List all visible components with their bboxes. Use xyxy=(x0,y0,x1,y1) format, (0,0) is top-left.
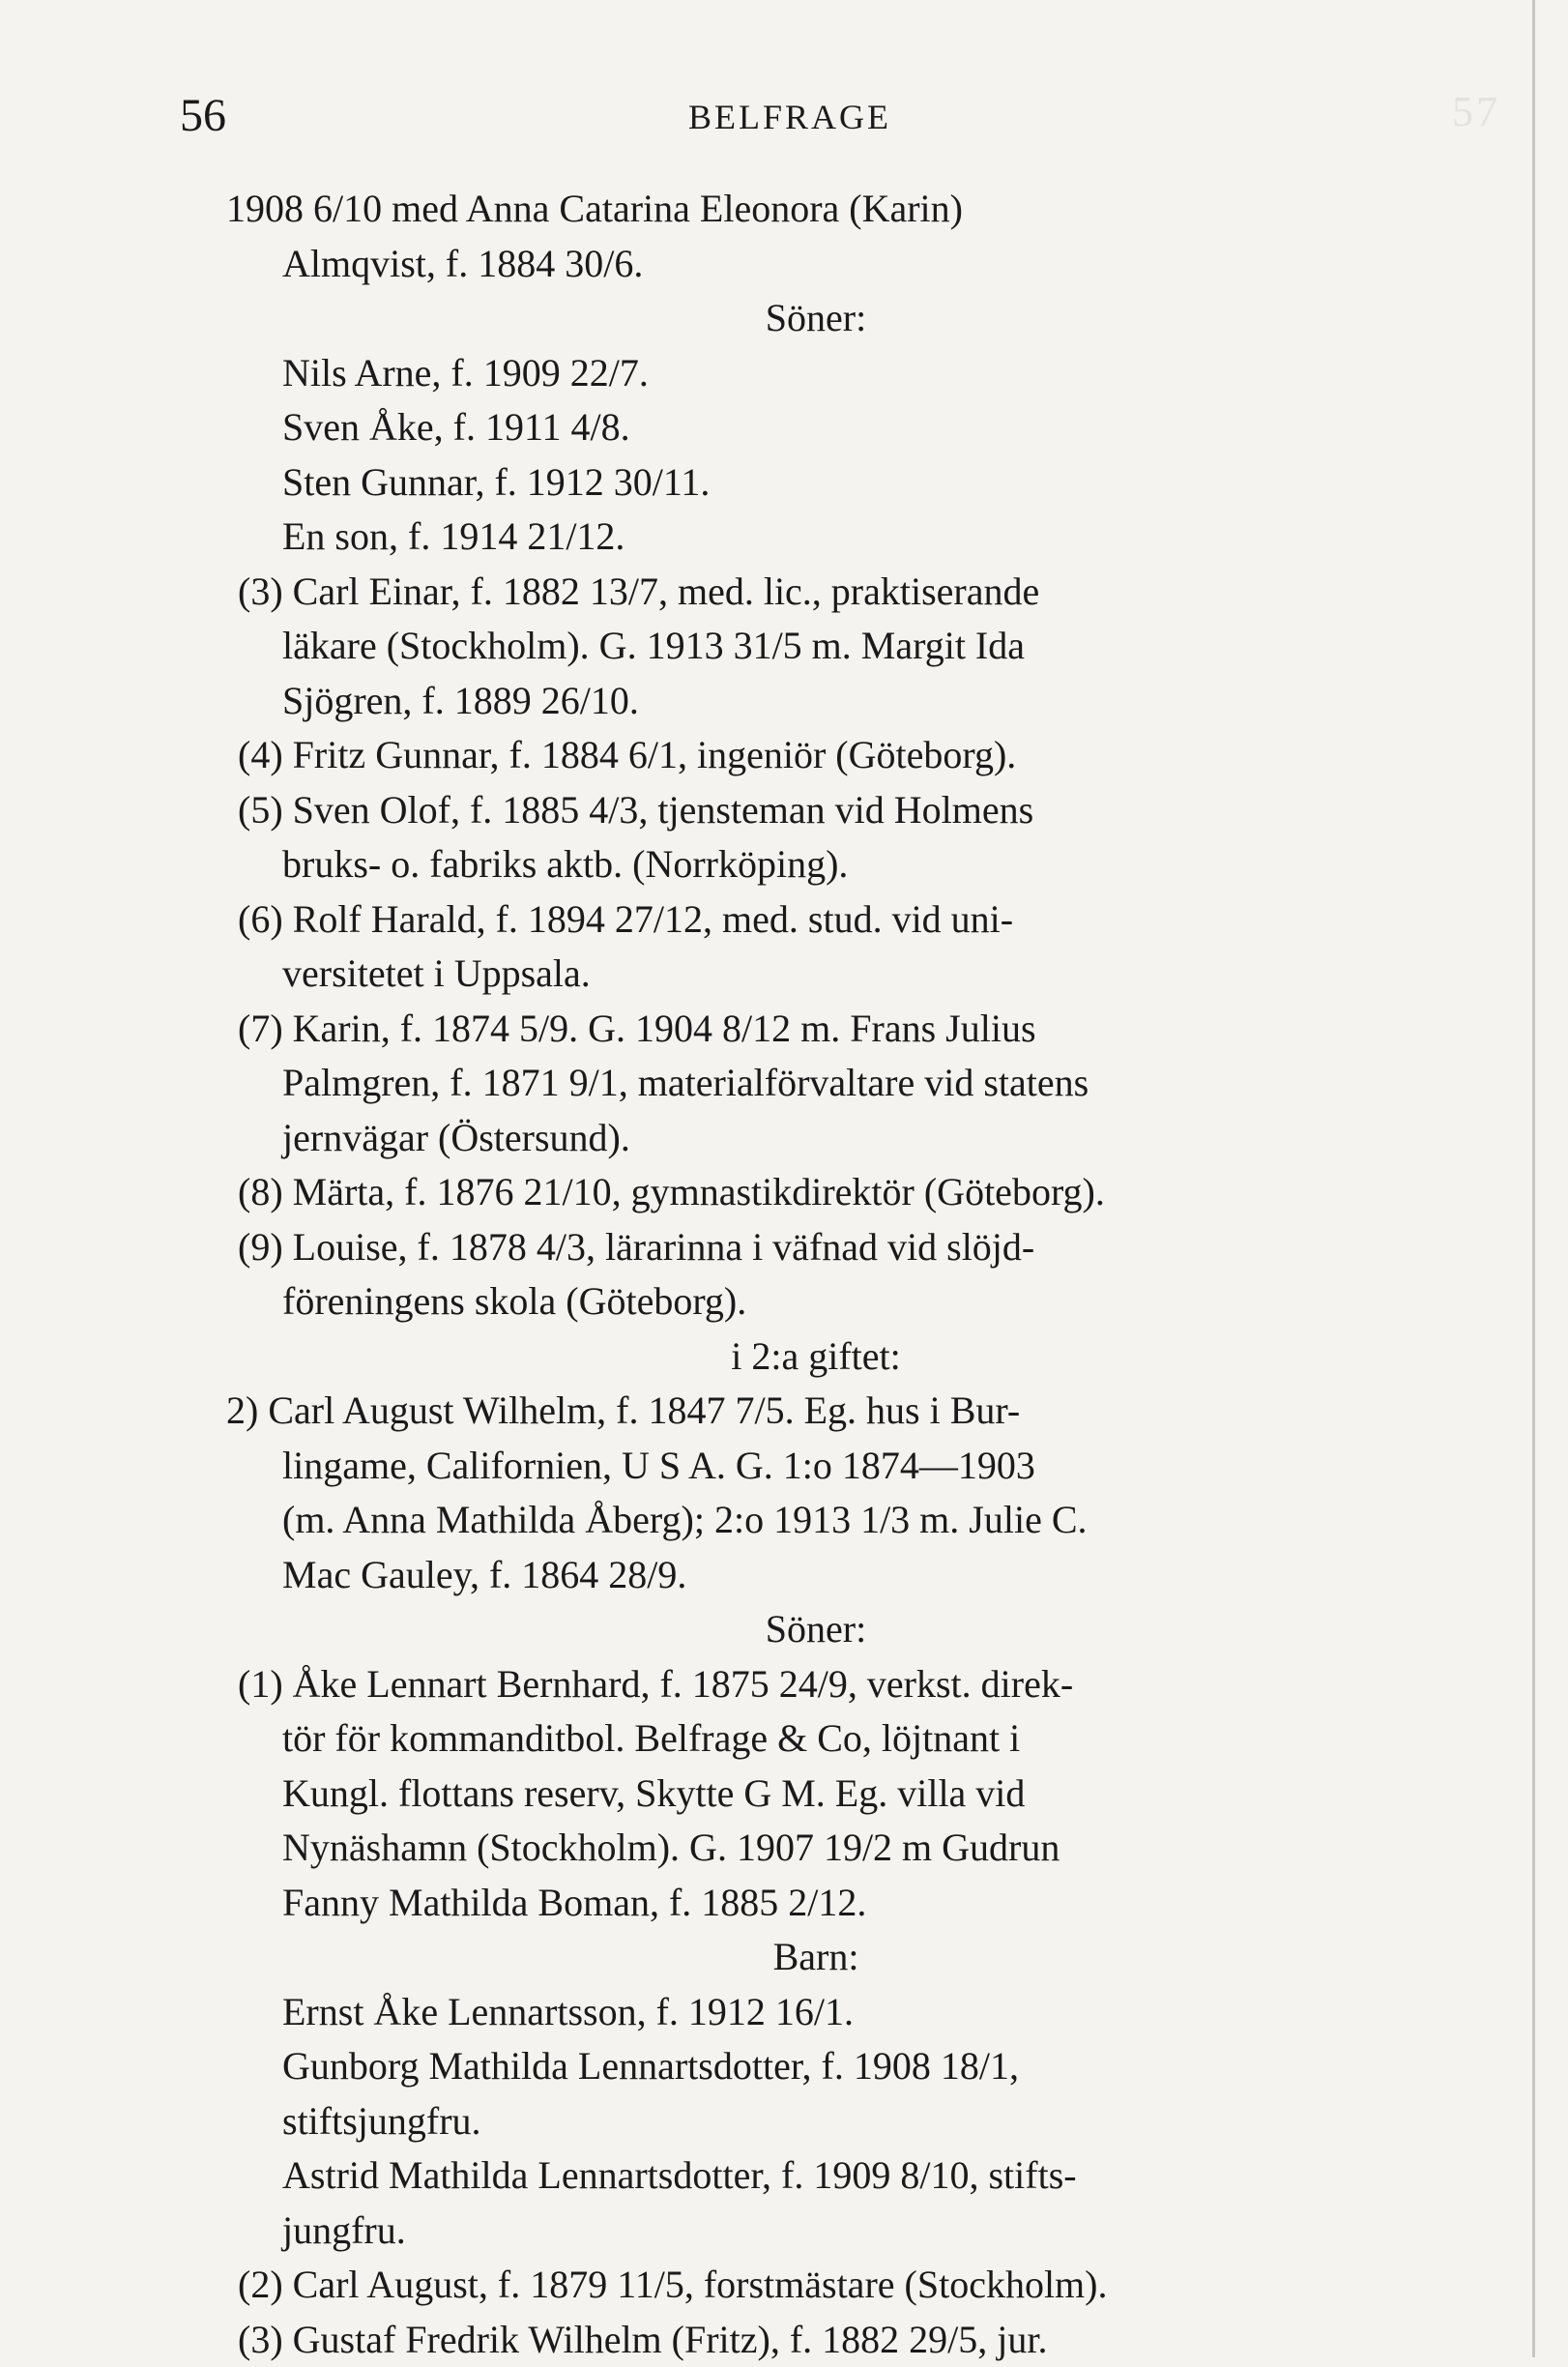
section-heading: Barn: xyxy=(226,1930,1406,1985)
text-line: stiftsjungfru. xyxy=(226,2094,1406,2149)
text-line: (5) Sven Olof, f. 1885 4/3, tjensteman vid Holmens xyxy=(226,783,1406,838)
section-heading: Söner: xyxy=(226,291,1406,346)
text-line: (6) Rolf Harald, f. 1894 27/12, med. stud. vid uni- xyxy=(226,892,1406,948)
text-line: lingame, Californien, U S A. G. 1:o 1874—1903 xyxy=(226,1439,1406,1494)
text-line: En son, f. 1914 21/12. xyxy=(226,510,1406,565)
text-line: Mac Gauley, f. 1864 28/9. xyxy=(226,1548,1406,1603)
text-line: Sten Gunnar, f. 1912 30/11. xyxy=(226,455,1406,511)
text-line: Palmgren, f. 1871 9/1, materialförvaltare vid statens xyxy=(226,1056,1406,1111)
text-line: Astrid Mathilda Lennartsdotter, f. 1909 8/10, stifts- xyxy=(226,2148,1406,2204)
text-line: Sjögren, f. 1889 26/10. xyxy=(226,674,1406,729)
text-line: (3) Carl Einar, f. 1882 13/7, med. lic., praktiserande xyxy=(226,565,1406,620)
text-line: versitetet i Uppsala. xyxy=(226,947,1406,1002)
text-line: läkare (Stockholm). G. 1913 31/5 m. Margit Ida xyxy=(226,619,1406,674)
text-line: bruks- o. fabriks aktb. (Norrköping). xyxy=(226,837,1406,892)
text-line: (7) Karin, f. 1874 5/9. G. 1904 8/12 m. Frans Julius xyxy=(226,1002,1406,1057)
section-heading: i 2:a giftet: xyxy=(226,1330,1406,1385)
running-head xyxy=(0,89,1568,147)
text-line: Nils Arne, f. 1909 22/7. xyxy=(226,346,1406,401)
genealogy-text xyxy=(226,182,1406,2367)
header-title: BELFRAGE xyxy=(688,97,891,137)
bleed-through-page-number: 57 xyxy=(1452,87,1500,136)
text-line: jungfru. xyxy=(226,2204,1406,2259)
text-line: Ernst Åke Lennartsson, f. 1912 16/1. xyxy=(226,1985,1406,2040)
text-line: föreningens skola (Göteborg). xyxy=(226,1274,1406,1330)
text-line: (m. Anna Mathilda Åberg); 2:o 1913 1/3 m. Julie C. xyxy=(226,1493,1406,1548)
text-line: Gunborg Mathilda Lennartsdotter, f. 1908 18/1, xyxy=(226,2039,1406,2094)
text-line: tör för kommanditbol. Belfrage & Co, löjtnant i xyxy=(226,1711,1406,1767)
text-line: 2) Carl August Wilhelm, f. 1847 7/5. Eg. hus i Bur- xyxy=(226,1384,1406,1439)
text-line: jernvägar (Östersund). xyxy=(226,1111,1406,1166)
text-line: (8) Märta, f. 1876 21/10, gymnastikdirektör (Göteborg). xyxy=(226,1165,1406,1220)
page-edge xyxy=(1532,0,1535,2357)
text-line: Kungl. flottans reserv, Skytte G M. Eg. villa vid xyxy=(226,1767,1406,1822)
text-line: (9) Louise, f. 1878 4/3, lärarinna i väfnad vid slöjd- xyxy=(226,1220,1406,1275)
page-number: 56 xyxy=(180,89,226,142)
text-line: (3) Gustaf Fredrik Wilhelm (Fritz), f. 1882 29/5, jur. xyxy=(226,2313,1406,2367)
text-line: (4) Fritz Gunnar, f. 1884 6/1, ingeniör (Göteborg). xyxy=(226,728,1406,783)
section-heading: Söner: xyxy=(226,1602,1406,1657)
text-line: Fanny Mathilda Boman, f. 1885 2/12. xyxy=(226,1876,1406,1931)
text-line: (2) Carl August, f. 1879 11/5, forstmästare (Stockholm). xyxy=(226,2258,1406,2313)
text-line: Almqvist, f. 1884 30/6. xyxy=(226,237,1406,292)
text-line: (1) Åke Lennart Bernhard, f. 1875 24/9, verkst. direk- xyxy=(226,1657,1406,1712)
text-line: 1908 6/10 med Anna Catarina Eleonora (Karin) xyxy=(226,182,1406,237)
text-line: Sven Åke, f. 1911 4/8. xyxy=(226,400,1406,455)
text-line: Nynäshamn (Stockholm). G. 1907 19/2 m Gudrun xyxy=(226,1821,1406,1876)
